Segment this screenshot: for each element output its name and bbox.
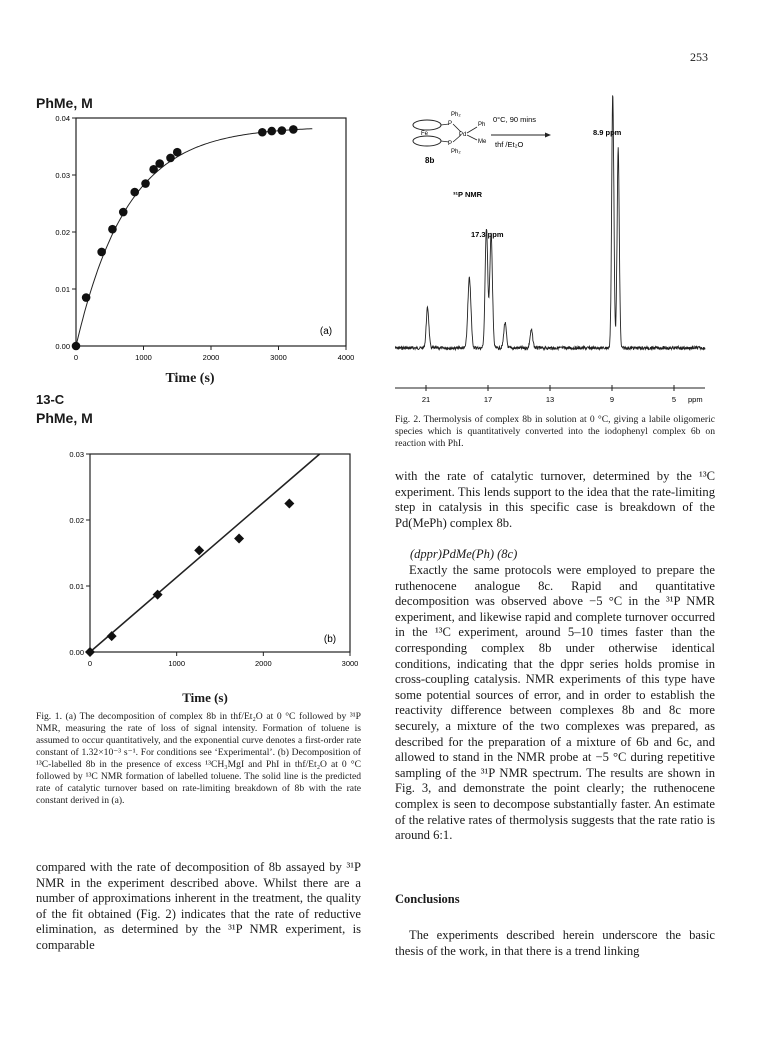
y-tick-label: 0.01: [69, 582, 84, 591]
fig1a-x-title: Time (s): [165, 371, 215, 386]
data-point: [166, 154, 175, 163]
complex-8b-structure: [413, 112, 487, 155]
fig1a-y-title: PhMe, M: [36, 95, 93, 111]
y-tick-label: 0.04: [55, 114, 70, 123]
struct-label-p-top: P: [448, 121, 453, 127]
ppm-tick-label: 9: [609, 395, 615, 404]
peak-label-17: 17.3 ppm: [471, 230, 504, 239]
x-tick-label: 0: [87, 659, 93, 668]
struct-label-fe: Fe: [421, 131, 429, 137]
x-tick-label: 1000: [168, 659, 186, 668]
data-point: [284, 499, 294, 509]
ppm-tick-label: 13: [545, 395, 555, 404]
y-tick-label: 0.00: [55, 342, 70, 351]
ppm-tick-label: 21: [421, 395, 431, 404]
ppm-unit-label: ppm: [688, 395, 703, 404]
peak-label-8-9: 8.9 ppm: [593, 128, 622, 137]
subsection-heading: (dppr)PdMe(Ph) (8c): [410, 547, 518, 561]
data-point: [141, 179, 150, 188]
conclusions-text: The experiments described herein underscore the basic thesis of the work, in that there is a trend linking: [395, 928, 715, 958]
fig2-caption: Fig. 2. Thermolysis of complex 8b in solution at 0 °C, giving a labile oligomeric species which is quantitatively converted into the iodophenyl complex 6b on reaction with PhI.: [395, 414, 715, 449]
x-tick-label: 3000: [270, 353, 287, 362]
data-point: [97, 248, 106, 257]
data-point: [173, 148, 182, 157]
fit-curve: [76, 129, 312, 346]
plot-frame: [90, 454, 350, 652]
struct-label-pd: Pd: [459, 132, 467, 138]
struct-label-me: Me: [478, 139, 487, 145]
reaction-condition-top: 0°C, 90 mins: [493, 115, 537, 124]
x-tick-label: 3000: [341, 659, 358, 668]
data-point: [82, 293, 91, 302]
fig2-spectrum: [395, 80, 715, 410]
plot-frame: [76, 118, 346, 346]
data-point: [234, 533, 244, 543]
x-tick-label: 4000: [337, 353, 355, 362]
data-point: [278, 126, 287, 135]
nmr-label: ³¹P NMR: [453, 190, 483, 199]
data-point: [108, 225, 117, 234]
data-point: [130, 188, 139, 197]
fig1b-y-title-line1: 13-C: [36, 392, 65, 407]
x-tick-label: 2000: [254, 659, 272, 668]
x-tick-label: 2000: [202, 353, 220, 362]
fig1-caption: Fig. 1. (a) The decomposition of complex 8b in thf/Et₂O at 0 °C followed by ³¹P NMR, measuring the rate of loss of signal intensity. Formation of toluene is assumed to occur quantitatively, and the exponential curve denotes a first-order rate constant of 1.32×10⁻³ s⁻¹. For conditions see ‘Experimental’. (b) Decomposition of ¹³C-labelled 8b in the presence of excess ¹³CH₃MgI and PhI in thf/Et₂O at 0 °C followed by ¹³C NMR formation of labelled toluene. The solid line is the predicted rate of catalytic turnover based on rate-limiting breakdown of 8b with the rate constant derived in (a).: [36, 711, 361, 806]
data-point: [289, 125, 298, 134]
struct-label-ph: Ph: [478, 122, 486, 128]
predicted-line: [90, 454, 320, 652]
struct-label-p-bottom: P: [448, 141, 453, 147]
right-para-2: Exactly the same protocols were employed to prepare the ruthenocene analogue 8c. Rapid and quantitative decomposition was observed above −5 °C in the ³¹P NMR experiment, and likewise rapid and complete turnover occurred in the ¹³C experiment, around 5–10 times faster than the corresponding complex 8b under otherwise identical conditions, indicating that the dppr series holds promise in cross-coupling catalysis. NMR experiments of this type have some potential sources of error, and in order to establish the reactivity difference between complexes 8b and 8c more securely, a mixture of the two complexes was prepared, as described for the preparation of a mixture of 6b and 6c, and allowed to stand in the NMR probe at −5 °C during repetitive sampling of the ³¹P NMR spectrum. The results are shown in Fig. 3, and demonstrate the point clearly; the ruthenocene complex is seen to decompose substantially faster. An estimate of the relative rates of thermolysis suggests that the rate ratio is around 6:1.: [395, 563, 715, 843]
y-tick-label: 0.02: [55, 228, 70, 237]
data-point: [258, 128, 267, 137]
x-tick-label: 1000: [135, 353, 152, 362]
struct-label-ph2-bottom: Ph₂: [451, 149, 461, 155]
y-tick-label: 0.01: [55, 285, 70, 294]
panel-label-a: (a): [319, 326, 333, 337]
fig1b-plot: [28, 440, 358, 690]
spectrum-trace: [395, 95, 705, 349]
data-point: [155, 159, 164, 168]
conclusions-heading: Conclusions: [395, 892, 460, 906]
data-point: [72, 342, 81, 351]
right-para-1: with the rate of catalytic turnover, determined by the ¹³C experiment. This lends support to the idea that the rate-limiting step in catalysis in this specific case is breakdown of the Pd(MePh) complex 8b.: [395, 469, 715, 530]
data-point: [107, 631, 117, 641]
panel-label-b: (b): [323, 634, 337, 645]
fig1b-y-title-line2: PhMe, M: [36, 410, 93, 426]
y-tick-label: 0.03: [69, 450, 84, 459]
reaction-condition-bottom: thf /Et₂O: [495, 140, 524, 149]
y-tick-label: 0.02: [69, 516, 84, 525]
data-point: [267, 127, 276, 136]
ppm-tick-label: 17: [483, 395, 493, 404]
x-tick-label: 0: [73, 353, 79, 362]
compound-label-8b: 8b: [425, 156, 435, 165]
ppm-tick-label: 5: [671, 395, 677, 404]
y-tick-label: 0.03: [55, 171, 70, 180]
fig1a-plot: [28, 112, 358, 372]
page-number: 253: [690, 50, 708, 64]
left-column-text: compared with the rate of decomposition of 8b assayed by ³¹P NMR in the experiment described above. Whilst there are a number of approximations inherent in the treatment, the quality of the fit obtained (Fig. 2) indicates that the rate of reductive elimination, as determined by the ³¹P NMR experiment, is comparable: [36, 860, 361, 952]
y-tick-label: 0.00: [69, 648, 84, 657]
fig1b-x-title: Time (s): [182, 690, 228, 705]
data-point: [119, 208, 128, 217]
struct-label-ph2-top: Ph₂: [451, 112, 461, 118]
